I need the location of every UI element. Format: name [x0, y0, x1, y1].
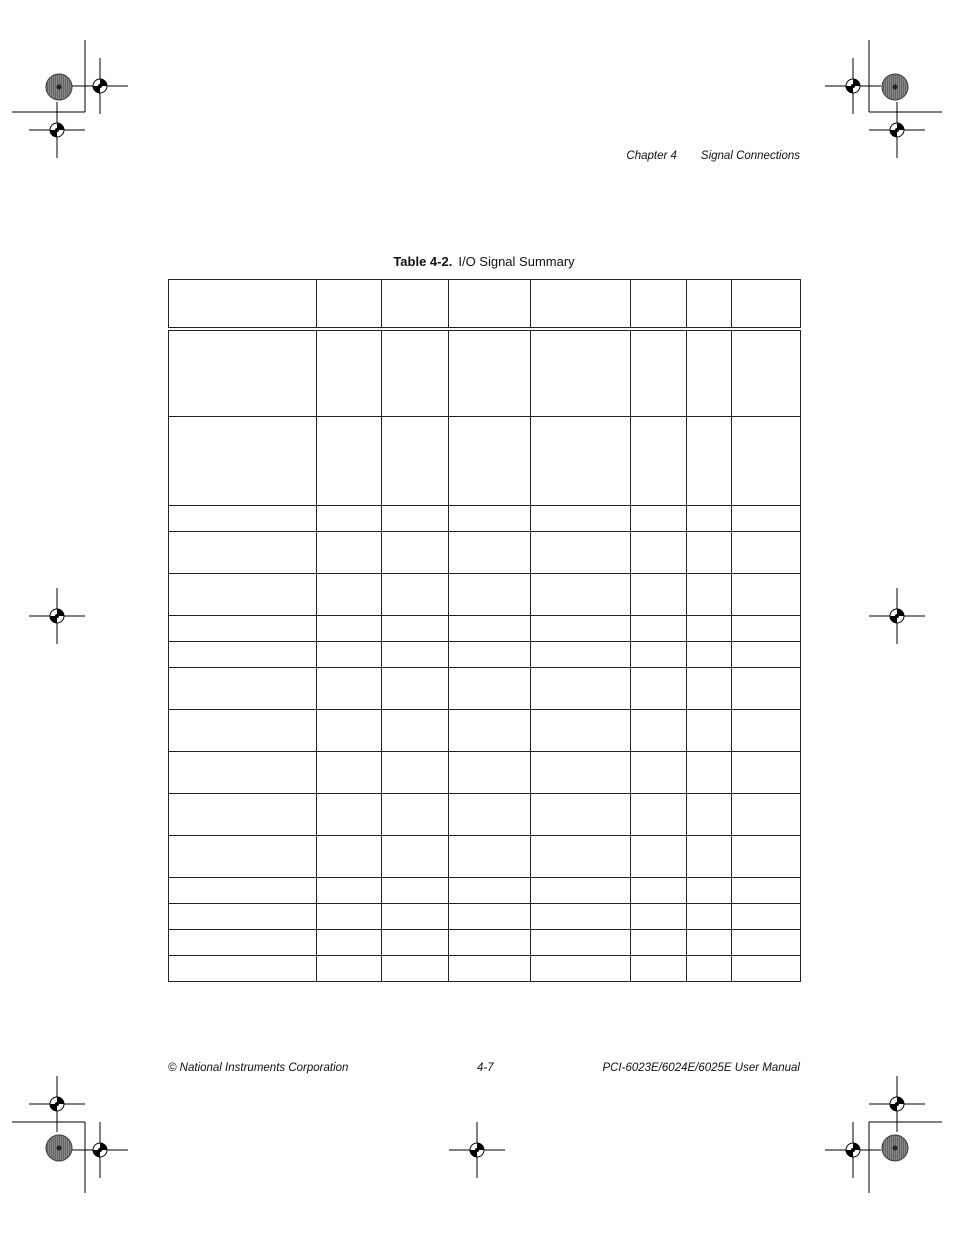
table-row: [169, 836, 801, 878]
table-row: [169, 417, 801, 506]
table-cell: [169, 836, 317, 878]
table-cell: [449, 836, 531, 878]
table-cell: [631, 574, 687, 616]
table-cell: [732, 642, 801, 668]
table-cell: [631, 668, 687, 710]
table-cell: [449, 616, 531, 642]
table-cell: [449, 956, 531, 982]
table-cell: [732, 904, 801, 930]
table-cell: [449, 710, 531, 752]
table-cell: [687, 956, 732, 982]
table-row: [169, 878, 801, 904]
table-cell: [531, 574, 631, 616]
table-cell: [382, 930, 449, 956]
table-cell: [317, 836, 382, 878]
table-cell: [317, 794, 382, 836]
table-row: [169, 752, 801, 794]
table-cell: [687, 642, 732, 668]
footer-manual-title: PCI-6023E/6024E/6025E User Manual: [602, 1062, 800, 1074]
table-cell: [169, 642, 317, 668]
table-cell: [687, 668, 732, 710]
table-cell: [317, 878, 382, 904]
table-cell: [169, 930, 317, 956]
table-cell: [382, 642, 449, 668]
table-cell: [449, 574, 531, 616]
crop-mark-mid-right: [869, 588, 925, 644]
table-row: [169, 532, 801, 574]
table-cell: [169, 532, 317, 574]
section-label: Signal Connections: [700, 150, 800, 162]
table-cell: [631, 878, 687, 904]
table-cell: [317, 532, 382, 574]
table-cell: [449, 904, 531, 930]
table-cell: [531, 956, 631, 982]
table-cell: [631, 532, 687, 574]
crop-mark-top-right: [825, 40, 942, 158]
table-row: [169, 794, 801, 836]
table-cell: [732, 329, 801, 417]
table-cell: [631, 329, 687, 417]
table-cell: [732, 616, 801, 642]
table-cell: [449, 930, 531, 956]
table-cell: [732, 506, 801, 532]
table-cell: [169, 904, 317, 930]
table-row: [169, 642, 801, 668]
table-cell: [449, 280, 531, 329]
table-cell: [382, 329, 449, 417]
table-row: [169, 506, 801, 532]
table-cell: [531, 710, 631, 752]
table-cell: [382, 417, 449, 506]
table-cell: [169, 878, 317, 904]
table-row: [169, 930, 801, 956]
table-cell: [531, 904, 631, 930]
table-cell: [449, 642, 531, 668]
crop-mark-bottom-center: [449, 1122, 505, 1178]
table-cell: [732, 956, 801, 982]
table-cell: [382, 280, 449, 329]
table-cell: [317, 752, 382, 794]
table-cell: [317, 642, 382, 668]
table-cell: [382, 710, 449, 752]
table-row: [169, 574, 801, 616]
table-cell: [531, 506, 631, 532]
table-caption: [168, 254, 800, 269]
table-cell: [449, 417, 531, 506]
table-cell: [317, 280, 382, 329]
table-cell: [382, 752, 449, 794]
table-cell: [631, 836, 687, 878]
footer-page-number: 4-7: [477, 1062, 494, 1074]
table-cell: [449, 506, 531, 532]
table-cell: [531, 417, 631, 506]
table-cell: [317, 710, 382, 752]
table-cell: [687, 616, 732, 642]
table-cell: [449, 329, 531, 417]
table-cell: [317, 417, 382, 506]
table-cell: [382, 956, 449, 982]
table-row: [169, 329, 801, 417]
table-cell: [449, 668, 531, 710]
table-cell: [531, 329, 631, 417]
table-cell: [732, 836, 801, 878]
table-cell: [382, 574, 449, 616]
table-cell: [687, 574, 732, 616]
table-cell: [531, 794, 631, 836]
table-cell: [687, 930, 732, 956]
table-cell: [317, 574, 382, 616]
table-cell: [687, 417, 732, 506]
table-cell: [732, 752, 801, 794]
table-cell: [631, 506, 687, 532]
table-cell: [687, 280, 732, 329]
table-cell: [169, 280, 317, 329]
table-caption-text: I/O Signal Summary: [458, 254, 575, 269]
crop-mark-bottom-right: [825, 1076, 942, 1193]
io-signal-summary-table: [168, 279, 801, 982]
table-row: [169, 668, 801, 710]
table-cell: [449, 878, 531, 904]
table-cell: [531, 878, 631, 904]
table-cell: [687, 794, 732, 836]
table-cell: [631, 930, 687, 956]
table-cell: [382, 794, 449, 836]
table-cell: [317, 616, 382, 642]
table-row: [169, 616, 801, 642]
table-cell: [169, 417, 317, 506]
table-cell: [687, 752, 732, 794]
table-cell: [631, 616, 687, 642]
table-cell: [687, 532, 732, 574]
table-cell: [169, 329, 317, 417]
table-cell: [317, 904, 382, 930]
table-cell: [631, 794, 687, 836]
table-cell: [382, 904, 449, 930]
table-cell: [732, 280, 801, 329]
table-cell: [382, 836, 449, 878]
table-cell: [687, 710, 732, 752]
table-cell: [169, 752, 317, 794]
table-cell: [732, 668, 801, 710]
table-cell: [317, 329, 382, 417]
table-cell: [732, 878, 801, 904]
table-cell: [169, 668, 317, 710]
table-cell: [169, 794, 317, 836]
table-cell: [382, 532, 449, 574]
table-header-row: [169, 280, 801, 329]
table-cell: [687, 329, 732, 417]
table-cell: [449, 532, 531, 574]
table-caption-label: Table 4-2.: [393, 254, 453, 269]
table-row: [169, 956, 801, 982]
table-cell: [382, 668, 449, 710]
table-cell: [382, 506, 449, 532]
table-cell: [169, 574, 317, 616]
table-cell: [732, 710, 801, 752]
table-cell: [631, 710, 687, 752]
table-row: [169, 710, 801, 752]
table-cell: [531, 532, 631, 574]
table-cell: [382, 878, 449, 904]
table-cell: [687, 506, 732, 532]
table-cell: [169, 506, 317, 532]
table-cell: [169, 956, 317, 982]
chapter-label: Chapter 4: [626, 150, 677, 162]
table-cell: [169, 616, 317, 642]
table-cell: [531, 836, 631, 878]
table-cell: [531, 616, 631, 642]
running-header: [600, 150, 800, 162]
table-cell: [631, 752, 687, 794]
crop-mark-mid-left: [29, 588, 85, 644]
table-cell: [687, 904, 732, 930]
table-cell: [449, 752, 531, 794]
table-cell: [317, 956, 382, 982]
table-cell: [631, 417, 687, 506]
table-cell: [687, 878, 732, 904]
table-cell: [732, 417, 801, 506]
table-cell: [687, 836, 732, 878]
table-cell: [169, 710, 317, 752]
table-row: [169, 904, 801, 930]
table-cell: [317, 930, 382, 956]
table-cell: [631, 280, 687, 329]
table-cell: [732, 794, 801, 836]
table-cell: [531, 930, 631, 956]
table-cell: [631, 642, 687, 668]
crop-mark-top-left: [12, 40, 128, 158]
table-cell: [631, 956, 687, 982]
table-cell: [317, 506, 382, 532]
crop-mark-bottom-left: [12, 1076, 128, 1193]
table-cell: [449, 794, 531, 836]
table-cell: [531, 280, 631, 329]
table-cell: [317, 668, 382, 710]
footer-copyright: © National Instruments Corporation: [168, 1062, 349, 1074]
table-cell: [531, 668, 631, 710]
table-cell: [531, 752, 631, 794]
table-cell: [732, 930, 801, 956]
table-cell: [531, 642, 631, 668]
table-cell: [382, 616, 449, 642]
table-cell: [732, 532, 801, 574]
table-cell: [732, 574, 801, 616]
table-cell: [631, 904, 687, 930]
